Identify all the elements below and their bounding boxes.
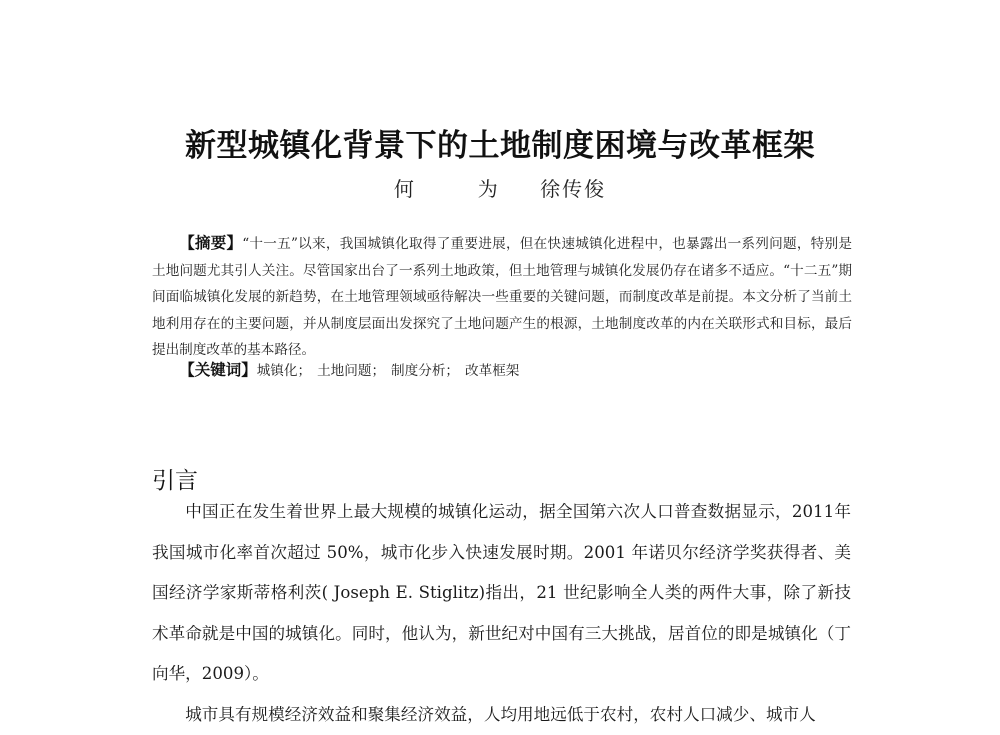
keyword: 土地问题；	[317, 363, 385, 379]
keyword: 城镇化；	[257, 363, 311, 379]
section-body	[152, 492, 851, 735]
keyword: 改革框架	[465, 363, 519, 379]
abstract-paragraph	[152, 230, 852, 364]
body-paragraph: 城市具有规模经济效益和聚集经济效益，人均用地远低于农村，农村人口减少、城市人	[152, 695, 851, 735]
author-list	[0, 176, 1000, 202]
author-name: 何 为	[394, 176, 520, 202]
keywords-label: 【关键词】	[179, 361, 257, 379]
keyword: 制度分析；	[391, 363, 459, 379]
abstract-text: “十一五”以来，我国城镇化取得了重要进展，但在快速城镇化进程中，也暴露出一系列问题，特别是土地问题尤其引人关注。尽管国家出台了一系列土地政策，但土地管理与城镇化发展仍存在诸多不适应。“十二五”期间面临城镇化发展的新趋势，在土地管理领域亟待解决一些重要的关键问题，而制度改革是前提。本文分析了当前土地利用存在的主要问题，并从制度层面出发探究了土地问题产生的根源，土地制度改革的内在关联形式和目标，最后提出制度改革的基本路径。	[152, 236, 852, 358]
abstract-block	[152, 230, 852, 364]
body-paragraph: 中国正在发生着世界上最大规模的城镇化运动，据全国第六次人口普查数据显示，2011年我国城市化率首次超过 50%，城市化步入快速发展时期。2001 年诺贝尔经济学奖获得者、美国经济学家斯蒂格利茨( Joseph E. Stiglitz)指出，21 世纪影响全人类的两件大事，除了新技术革命就是中国的城镇化。同时，他认为，新世纪对中国有三大挑战，居首位的即是城镇化（丁向华，2009）。	[152, 492, 851, 695]
section-heading: 引言	[152, 465, 198, 497]
paper-title: 新型城镇化背景下的土地制度困境与改革框架	[0, 126, 1000, 166]
author-name: 徐传俊	[540, 176, 606, 202]
keywords-block	[152, 357, 852, 385]
abstract-label: 【摘要】	[179, 234, 242, 252]
